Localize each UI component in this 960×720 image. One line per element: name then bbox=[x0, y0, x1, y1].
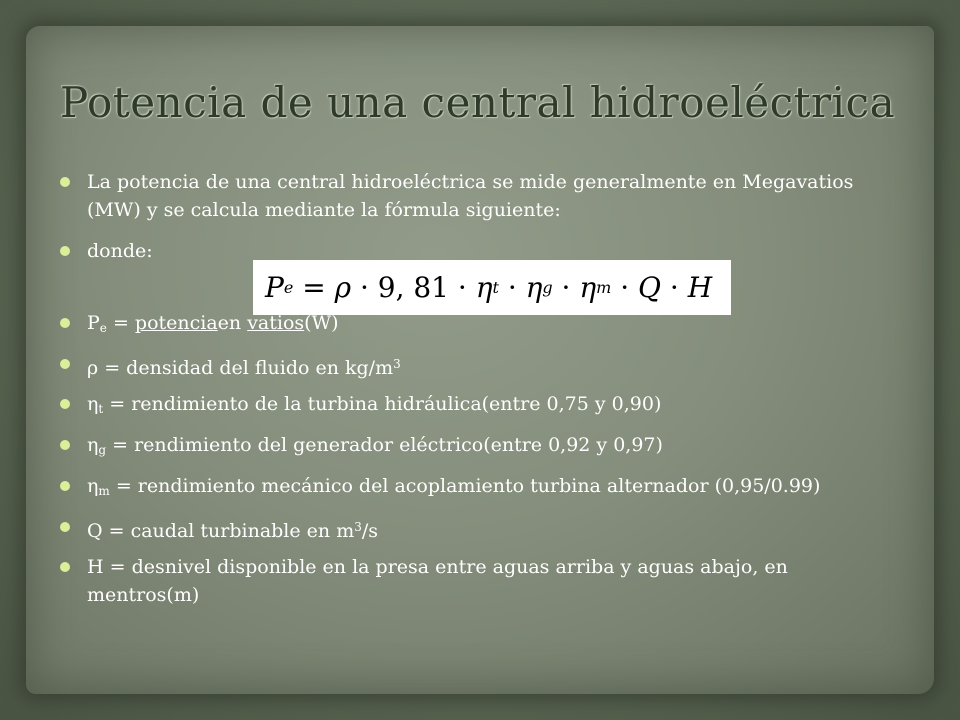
formula-eta: η bbox=[525, 271, 543, 304]
bullet-dot-icon bbox=[60, 562, 70, 572]
rho-sup: 3 bbox=[393, 357, 401, 371]
pe-sub: e bbox=[99, 321, 107, 335]
pe-tail: (W) bbox=[304, 312, 339, 334]
formula-dot: · bbox=[552, 271, 580, 304]
bullet-list bbox=[58, 168, 888, 609]
eta-t-text: = rendimiento de la turbina hidráulica(entre 0,75 y 0,90) bbox=[103, 393, 662, 415]
formula-dot: · bbox=[498, 271, 526, 304]
h-text: H = desnivel disponible en la presa entre aguas arriba y aguas abajo, en mentros(m) bbox=[87, 556, 788, 606]
bullet-h bbox=[58, 553, 888, 609]
q-tail: /s bbox=[361, 520, 379, 542]
intro-text: La potencia de una central hidroeléctrica se mide generalmente en Megavatios (MW) y se calcula mediante la fórmula siguiente: bbox=[87, 171, 854, 221]
formula-dot: · bbox=[449, 271, 476, 304]
formula-dot: · bbox=[660, 271, 688, 304]
formula-eta-g-sub: g bbox=[542, 278, 553, 297]
bullet-dot-icon bbox=[60, 359, 70, 369]
formula-constant: 9, 81 bbox=[377, 271, 449, 304]
eta-m-text: = rendimiento mecánico del acoplamiento turbina alternador (0,95/0.99) bbox=[109, 475, 821, 497]
eta-m-sub: m bbox=[98, 484, 110, 498]
bullet-dot-icon bbox=[60, 440, 70, 450]
formula-eta: η bbox=[475, 271, 493, 304]
eta-g-sub: g bbox=[98, 443, 107, 457]
formula-h: H bbox=[687, 271, 713, 304]
pe-mid: en bbox=[217, 312, 248, 334]
eta-m-symbol: η bbox=[87, 475, 99, 497]
pe-eq: = bbox=[106, 312, 135, 334]
bullet-intro bbox=[58, 168, 888, 224]
formula-equals: = bbox=[293, 271, 335, 304]
bullet-dot-icon bbox=[60, 522, 70, 532]
pe-symbol: P bbox=[87, 312, 100, 334]
bullet-q bbox=[58, 513, 888, 545]
eta-g-text: = rendimiento del generador eléctrico(entre 0,92 y 0,97) bbox=[106, 434, 663, 456]
bullet-dot-icon bbox=[60, 399, 70, 409]
eta-g-symbol: η bbox=[87, 434, 99, 456]
formula-lhs-sub: e bbox=[283, 278, 294, 297]
potencia-link[interactable]: potencia bbox=[134, 312, 218, 334]
bullet-pe bbox=[58, 309, 888, 342]
q-sup: 3 bbox=[354, 520, 362, 534]
formula-eta: η bbox=[579, 271, 597, 304]
formula-lhs: P bbox=[265, 271, 284, 304]
formula-eta-m-sub: m bbox=[596, 278, 612, 297]
eta-t-symbol: η bbox=[87, 393, 99, 415]
bullet-dot-icon bbox=[60, 246, 70, 256]
rho-text: ρ = densidad del fluido en kg/m bbox=[87, 357, 394, 379]
bullet-eta-t bbox=[58, 390, 888, 423]
donde-text: donde: bbox=[87, 240, 153, 262]
bullet-eta-g bbox=[58, 431, 888, 464]
bullet-eta-m bbox=[58, 472, 888, 505]
formula-dot: · bbox=[351, 271, 378, 304]
bullet-dot-icon bbox=[60, 481, 70, 491]
eta-t-sub: t bbox=[98, 402, 104, 416]
slide-title: Potencia de una central hidroeléctrica bbox=[60, 78, 896, 127]
bullet-dot-icon bbox=[60, 318, 70, 328]
bullet-donde bbox=[58, 237, 888, 265]
formula-eta-t-sub: t bbox=[492, 278, 499, 297]
formula-q: Q bbox=[638, 271, 661, 304]
vatios-link[interactable]: vatios bbox=[247, 312, 305, 334]
formula-rho: ρ bbox=[334, 271, 352, 304]
formula-dot: · bbox=[611, 271, 639, 304]
q-text: Q = caudal turbinable en m bbox=[87, 520, 355, 542]
bullet-dot-icon bbox=[60, 177, 70, 187]
bullet-rho bbox=[58, 350, 888, 382]
